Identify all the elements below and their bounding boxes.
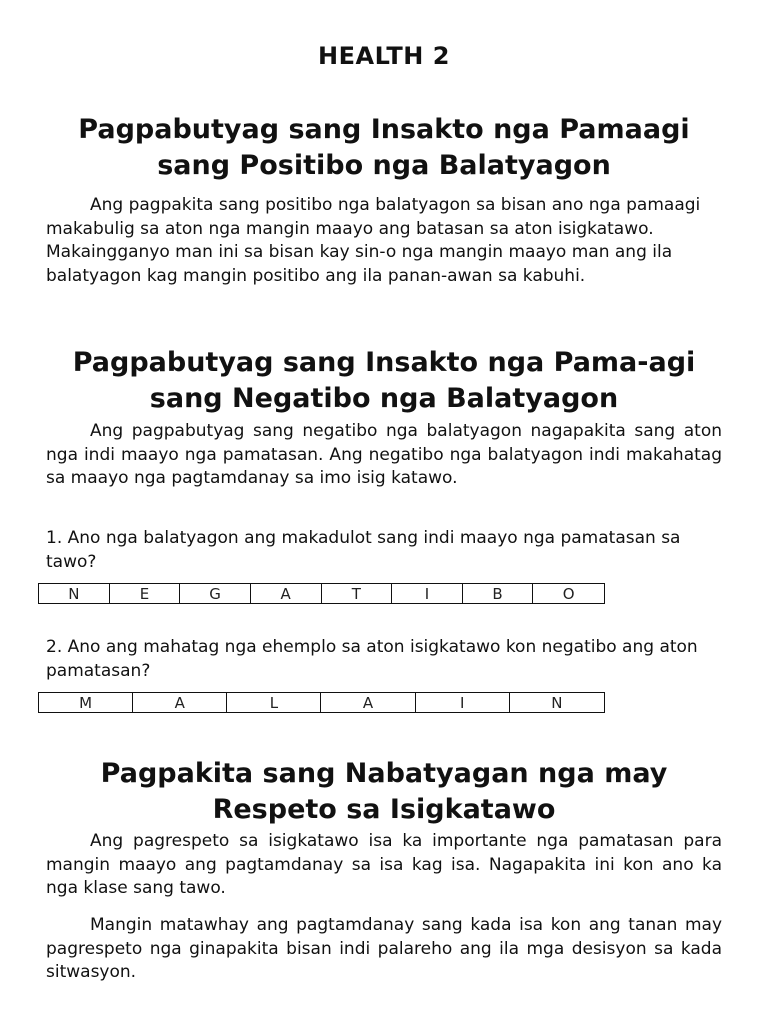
answer-2-letter-box: L <box>227 693 321 712</box>
answer-2-letter-box: N <box>551 693 563 712</box>
section2-heading-line1: Pagpabutyag sang Insakto nga Pama-agi <box>72 347 696 378</box>
answer-2-letter-box: I <box>416 693 510 712</box>
question-2: 2. Ano ang mahatag nga ehemplo sa aton isigkatawo kon negatibo ang aton pamatasan? <box>46 637 698 681</box>
answer-1-letter-box: A <box>251 584 322 603</box>
answer-1-boxes <box>38 583 605 604</box>
section2-paragraph: Ang pagpabutyag sang negatibo nga balatyagon nagapakita sang aton nga indi maayo nga pamatasan. Ang negatibo nga balatyagon indi makahatag sa maayo nga pagtamdanay sa imo isig katawo. <box>46 421 722 488</box>
answer-2-boxes <box>38 692 605 713</box>
section1-heading-line1: Pagpabutyag sang Insakto nga Pamaagi <box>78 114 690 145</box>
question-1: 1. Ano nga balatyagon ang makadulot sang indi maayo nga pamatasan sa tawo? <box>46 528 681 572</box>
section1-heading-line2: sang Positibo nga Balatyagon <box>157 150 611 181</box>
answer-1-letter-box: O <box>562 584 575 603</box>
section3-paragraph1: Ang pagrespeto sa isigkatawo isa ka importante nga pamatasan para mangin maayo ang pagtamdanay sa isa kag isa. Nagapakita ini kon ano ka nga klase sang tawo. <box>46 831 722 898</box>
answer-1-letter-box: E <box>110 584 181 603</box>
section1-heading <box>30 112 738 184</box>
answer-1-letter-box: N <box>39 584 110 603</box>
answer-1-letter-box: G <box>180 584 251 603</box>
answer-1-letter-box: B <box>463 584 534 603</box>
section3-heading <box>30 756 738 828</box>
answer-1-letter-box: I <box>392 584 463 603</box>
section1-paragraph: Ang pagpakita sang positibo nga balatyagon sa bisan ano nga pamaagi makabulig sa aton nga mangin maayo ang batasan sa aton isigkatawo. Makaingganyo man ini sa bisan kay sin-o nga mangin maayo man ang ila balatyagon kag mangin positibo ang ila panan-awan sa kabuhi. <box>46 195 701 286</box>
answer-2-letter-box: A <box>133 693 227 712</box>
section3-heading-line1: Pagpakita sang Nabatyagan nga may <box>100 758 668 789</box>
section3-paragraph2: Mangin matawhay ang pagtamdanay sang kada isa kon ang tanan may pagrespeto nga ginapakita bisan indi palareho ang ila mga desisyon sa kada sitwasyon. <box>46 915 722 982</box>
document-title: HEALTH 2 <box>318 42 450 70</box>
section2-heading <box>30 345 738 417</box>
section2-heading-line2: sang Negatibo nga Balatyagon <box>149 383 619 414</box>
section3-heading-line2: Respeto sa Isigkatawo <box>212 794 556 825</box>
answer-1-letter-box: T <box>322 584 393 603</box>
answer-2-letter-box: A <box>321 693 415 712</box>
answer-2-letter-box: M <box>39 693 133 712</box>
